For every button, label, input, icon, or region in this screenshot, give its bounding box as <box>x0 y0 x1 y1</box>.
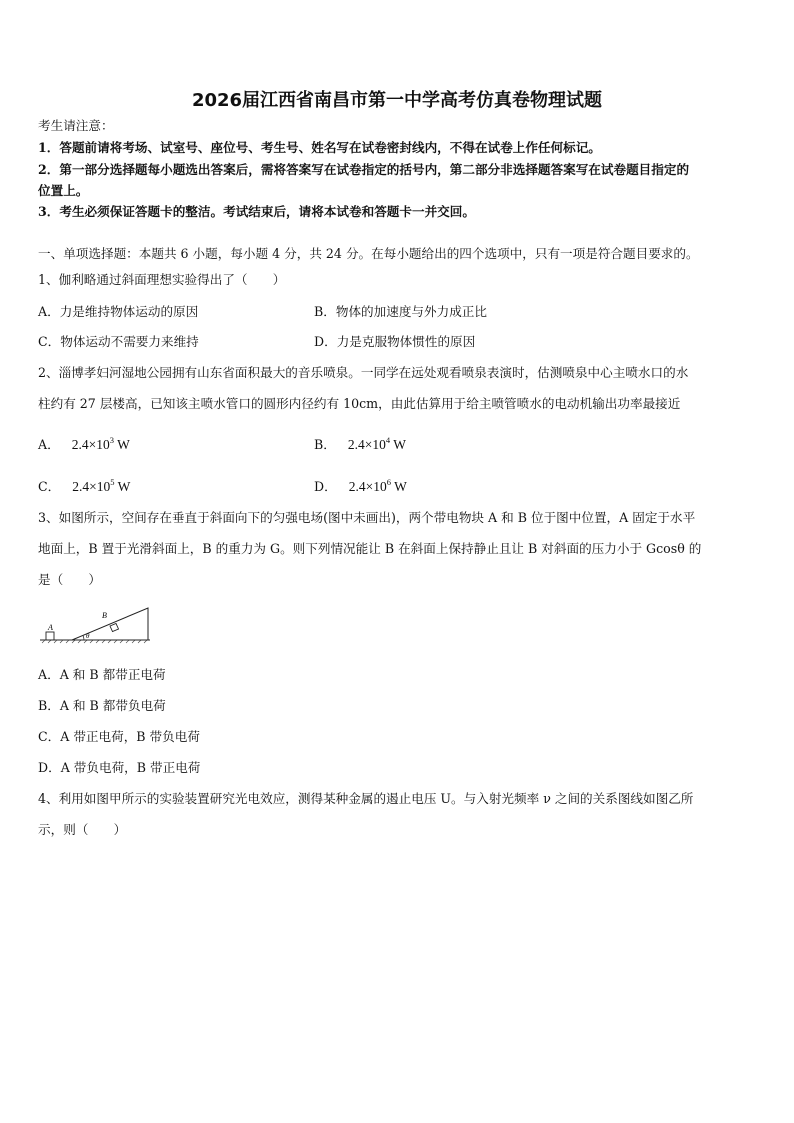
notice-item-1: 1．答题前请将考场、试室号、座位号、考生号、姓名写在试卷密封线内，不得在试卷上作任何标记。 <box>38 140 601 155</box>
q2-c-unit: W <box>114 479 131 494</box>
q1-stem: 1、伽利略通过斜面理想实验得出了（ ） <box>38 272 286 287</box>
angle-arc <box>83 636 84 641</box>
q2-option-a-label: A． <box>38 437 60 452</box>
q3-stem-line1: 3、如图所示，空间存在垂直于斜面向下的匀强电场(图中未画出)，两个带电物块 A 和 B 位于图中位置，A 固定于水平 <box>38 510 696 525</box>
q3-option-b: B．A 和 B 都带负电荷 <box>38 698 166 713</box>
q3-stem-line2: 地面上，B 置于光滑斜面上，B 的重力为 G。则下列情况能让 B 在斜面上保持静止且让 B 对斜面的压力小于 Gcosθ 的 <box>38 541 702 556</box>
q2-option-a <box>38 432 130 453</box>
q2-c-base: 2.4×10 <box>72 479 111 494</box>
block-a <box>46 632 54 640</box>
q2-option-b <box>314 432 406 453</box>
q2-d-exp: 6 <box>386 477 391 487</box>
q2-option-d-value <box>349 479 407 494</box>
q2-option-c <box>38 474 130 495</box>
notice-item-3: 3．考生必须保证答题卡的整洁。考试结束后，请将本试卷和答题卡一并交回。 <box>38 204 475 219</box>
q2-c-exp: 5 <box>110 477 115 487</box>
q2-option-a-value <box>72 437 130 452</box>
q3-option-a: A．A 和 B 都带正电荷 <box>38 667 166 682</box>
q2-option-c-value <box>72 479 130 494</box>
q2-b-unit: W <box>390 437 406 452</box>
incline-triangle <box>72 608 148 640</box>
q1-option-b: B．物体的加速度与外力成正比 <box>314 304 487 319</box>
q3-option-c: C．A 带正电荷，B 带负电荷 <box>38 729 200 744</box>
q2-stem-line2: 柱约有 27 层楼高，已知该主喷水管口的圆形内径约有 10cm，由此估算用于给主喷管喷水的电动机输出功率最接近 <box>38 396 681 411</box>
q1-option-a: A．力是维持物体运动的原因 <box>38 304 199 319</box>
q1-option-d: D．力是克服物体惯性的原因 <box>314 334 476 349</box>
q3-option-d: D．A 带负电荷，B 带正电荷 <box>38 760 201 775</box>
notice-item-2-cont: 位置上。 <box>38 183 89 198</box>
block-b <box>110 624 119 632</box>
section-1-heading: 一、单项选择题：本题共 6 小题，每小题 4 分，共 24 分。在每小题给出的四个选项中，只有一项是符合题目要求的。 <box>38 246 699 261</box>
q1-option-c: C．物体运动不需要力来维持 <box>38 334 199 349</box>
notice-item-2: 2．第一部分选择题每小题选出答案后，需将答案写在试卷指定的括号内，第二部分非选择题答案写在试卷题目指定的 <box>38 162 690 177</box>
label-b: B <box>102 611 107 620</box>
q2-a-base: 2.4×10 <box>71 437 110 452</box>
incline-figure <box>38 604 154 644</box>
q2-a-unit: W <box>113 437 130 452</box>
q2-option-d <box>314 474 407 495</box>
q2-b-base: 2.4×10 <box>347 437 386 452</box>
q4-stem-line1: 4、利用如图甲所示的实验装置研究光电效应，测得某种金属的遏止电压 U。与入射光频率 ν 之间的关系图线如图乙所 <box>38 791 694 806</box>
q2-option-c-label: C． <box>38 479 61 494</box>
exam-title: 2026届江西省南昌市第一中学高考仿真卷物理试题 <box>191 90 603 111</box>
q2-d-unit: W <box>390 479 407 494</box>
q2-b-exp: 4 <box>385 435 391 445</box>
q4-stem-line2: 示，则（ ） <box>38 822 127 837</box>
q2-d-base: 2.4×10 <box>348 479 387 494</box>
q3-stem-line3: 是（ ） <box>38 572 101 587</box>
label-a: A <box>48 623 53 632</box>
q2-option-d-label: D． <box>314 479 337 494</box>
q2-option-b-value <box>348 437 406 452</box>
q2-a-exp: 3 <box>109 435 114 445</box>
q2-option-b-label: B． <box>314 437 336 452</box>
notice-heading: 考生请注意： <box>38 118 114 133</box>
label-theta: θ <box>86 632 90 640</box>
q2-stem-line1: 2、淄博孝妇河湿地公园拥有山东省面积最大的音乐喷泉。一同学在远处观看喷泉表演时，估测喷泉中心主喷水口的水 <box>38 365 689 380</box>
